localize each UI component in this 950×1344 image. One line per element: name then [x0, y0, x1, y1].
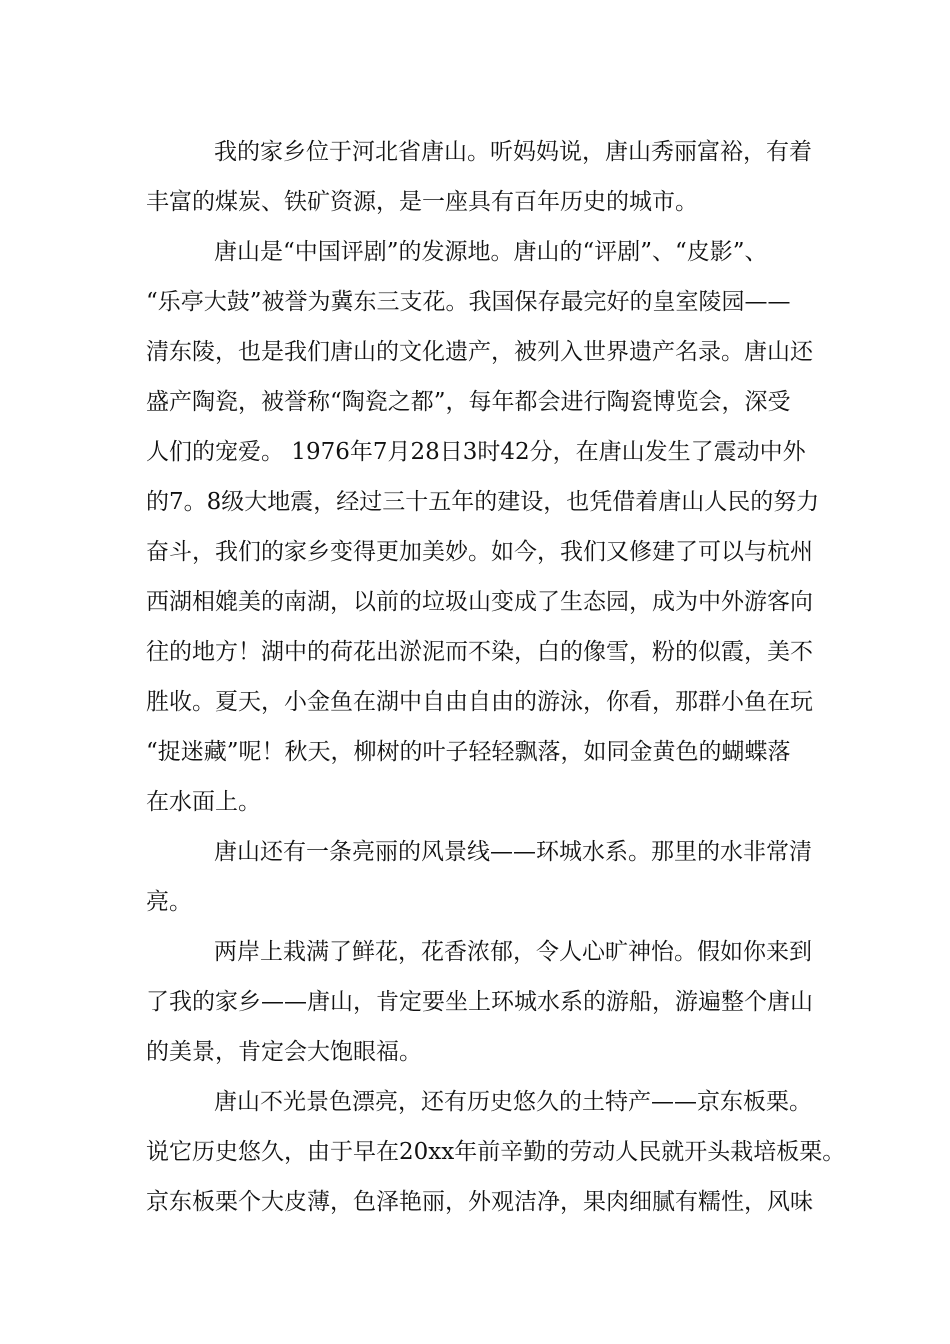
paragraph-line: 在水面上。	[146, 789, 261, 815]
paragraph-line: 京东板栗个大皮薄，色泽艳丽，外观洁净，果肉细腻有糯性，风味	[146, 1189, 813, 1215]
paragraph-line: 丰富的煤炭、铁矿资源，是一座具有百年历史的城市。	[146, 189, 698, 215]
paragraph-line: “捉迷藏”呢！秋天，柳树的叶子轻轻飘落，如同金黄色的蝴蝶落	[146, 739, 791, 765]
paragraph-line: 胜收。夏天，小金鱼在湖中自由自由的游泳，你看，那群小鱼在玩	[146, 689, 813, 715]
paragraph-line: 我的家乡位于河北省唐山。听妈妈说，唐山秀丽富裕，有着	[214, 139, 812, 165]
paragraph-line: 往的地方！湖中的荷花出淤泥而不染，白的像雪，粉的似霞，美不	[146, 639, 813, 665]
paragraph-line: 清东陵，也是我们唐山的文化遗产，被列入世界遗产名录。唐山还	[146, 339, 813, 365]
document-body	[146, 127, 846, 1227]
paragraph-line: 唐山不光景色漂亮，还有历史悠久的土特产——京东板栗。	[214, 1089, 812, 1115]
paragraph-line: 两岸上栽满了鲜花，花香浓郁，令人心旷神怡。假如你来到	[214, 939, 812, 965]
paragraph-line: 唐山是“中国评剧”的发源地。唐山的“评剧”、“皮影”、	[214, 239, 768, 265]
paragraph-line: 西湖相媲美的南湖，以前的垃圾山变成了生态园，成为中外游客向	[146, 589, 813, 615]
paragraph-line: 的7。8级大地震，经过三十五年的建设，也凭借着唐山人民的努力	[146, 489, 820, 515]
paragraph-line: 的美景，肯定会大饱眼福。	[146, 1039, 422, 1065]
paragraph-line: 说它历史悠久，由于早在20xx年前辛勤的劳动人民就开头栽培板栗。	[146, 1139, 846, 1165]
paragraph-line: 亮。	[146, 889, 192, 915]
paragraph-line: 唐山还有一条亮丽的风景线——环城水系。那里的水非常清	[214, 839, 812, 865]
paragraph-line: “乐亭大鼓”被誉为冀东三支花。我国保存最完好的皇室陵园——	[146, 289, 791, 315]
paragraph-line: 盛产陶瓷，被誉称“陶瓷之都”，每年都会进行陶瓷博览会，深受	[146, 389, 791, 415]
paragraph-line: 奋斗，我们的家乡变得更加美妙。如今，我们又修建了可以与杭州	[146, 539, 813, 565]
paragraph-line: 了我的家乡——唐山，肯定要坐上环城水系的游船，游遍整个唐山	[146, 989, 813, 1015]
paragraph-line: 人们的宠爱。 1976年7月28日3时42分，在唐山发生了震动中外	[146, 439, 806, 465]
